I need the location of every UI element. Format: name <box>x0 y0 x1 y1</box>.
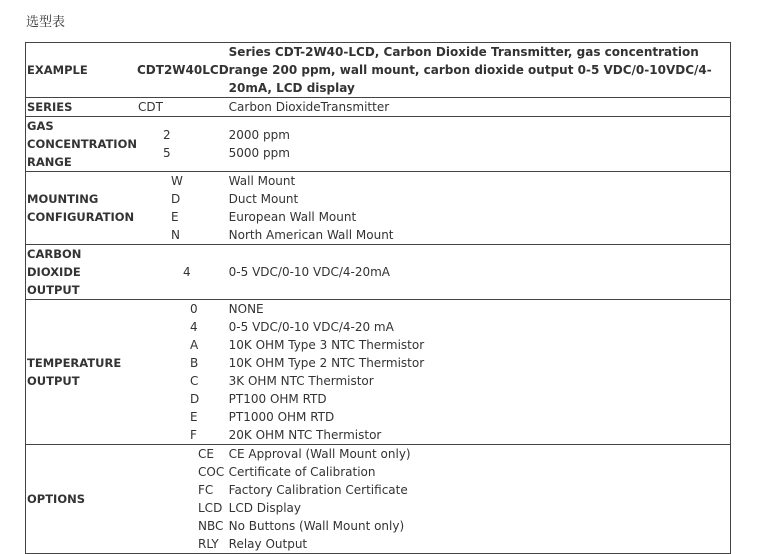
section-row <box>26 98 731 117</box>
option-description: European Wall Mount <box>228 210 357 224</box>
option-description: Carbon DioxideTransmitter <box>228 100 390 114</box>
option-description: 20K OHM NTC Thermistor <box>228 428 382 442</box>
example-code: CDT2W40LCD <box>137 43 229 98</box>
option-description: Relay Output <box>228 537 308 551</box>
option-code: N <box>171 228 180 242</box>
option-description: CE Approval (Wall Mount only) <box>228 447 411 461</box>
option-description: North American Wall Mount <box>228 228 394 242</box>
option-code: NBC <box>198 519 224 533</box>
section-codes <box>137 300 229 445</box>
option-description: 2000 ppm <box>228 128 290 142</box>
option-code: CE <box>198 447 214 461</box>
page-title: 选型表 <box>26 15 66 30</box>
option-code: D <box>171 192 181 206</box>
section-descriptions <box>229 445 731 554</box>
section-row <box>26 300 731 445</box>
option-description: LCD Display <box>228 501 302 515</box>
option-description: 0-5 VDC/0-10 VDC/4-20mA <box>228 265 390 279</box>
example-row <box>26 43 731 98</box>
option-description: No Buttons (Wall Mount only) <box>228 519 405 533</box>
option-code: A <box>190 338 199 352</box>
section-row <box>26 445 731 554</box>
section-descriptions <box>229 245 731 300</box>
option-description: 0-5 VDC/0-10 VDC/4-20 mA <box>228 320 394 334</box>
example-description: Series CDT-2W40-LCD, Carbon Dioxide Transmitter, gas concentration range 200 ppm, wall mount, carbon dioxide output 0-5 VDC/0-10VDC/4-20mA, LCD display <box>229 43 731 98</box>
option-code: COC <box>198 465 225 479</box>
option-code: 2 <box>163 128 171 142</box>
section-row <box>26 117 731 172</box>
section-label: MOUNTING CONFIGURATION <box>26 172 138 245</box>
option-code: B <box>190 356 199 370</box>
section-row <box>26 172 731 245</box>
example-label: EXAMPLE <box>26 43 138 98</box>
option-code: CDT <box>138 100 163 114</box>
option-description: 10K OHM Type 3 NTC Thermistor <box>228 338 425 352</box>
model-selection-table <box>25 42 731 554</box>
option-code: 4 <box>183 265 191 279</box>
option-code: FC <box>198 483 214 497</box>
option-description: Factory Calibration Certificate <box>228 483 408 497</box>
section-descriptions <box>229 300 731 445</box>
section-codes <box>137 445 229 554</box>
section-label: SERIES <box>26 98 138 117</box>
option-code: E <box>171 210 179 224</box>
option-description: PT100 OHM RTD <box>228 392 327 406</box>
option-code: F <box>190 428 197 442</box>
option-code: 0 <box>190 302 198 316</box>
section-codes <box>137 98 229 117</box>
option-description: Wall Mount <box>228 174 296 188</box>
option-code: 5 <box>163 146 171 160</box>
option-description: 3K OHM NTC Thermistor <box>228 374 374 388</box>
section-label: GAS CONCENTRATION RANGE <box>26 117 138 172</box>
section-descriptions <box>229 98 731 117</box>
option-code: W <box>171 174 183 188</box>
section-label: TEMPERATURE OUTPUT <box>26 300 138 445</box>
option-code: C <box>190 374 199 388</box>
option-description: Certificate of Calibration <box>228 465 376 479</box>
option-code: 4 <box>190 320 198 334</box>
section-codes <box>137 117 229 172</box>
section-label: CARBON DIOXIDE OUTPUT <box>26 245 138 300</box>
option-description: Duct Mount <box>228 192 299 206</box>
section-codes <box>137 245 229 300</box>
section-label: OPTIONS <box>26 445 138 554</box>
option-description: PT1000 OHM RTD <box>228 410 335 424</box>
option-code: E <box>190 410 198 424</box>
section-codes <box>137 172 229 245</box>
option-code: D <box>190 392 200 406</box>
section-row <box>26 245 731 300</box>
option-code: LCD <box>198 501 223 515</box>
section-descriptions <box>229 172 731 245</box>
option-description: 5000 ppm <box>228 146 290 160</box>
option-description: 10K OHM Type 2 NTC Thermistor <box>228 356 425 370</box>
section-descriptions <box>229 117 731 172</box>
option-code: RLY <box>198 537 219 551</box>
option-description: NONE <box>228 302 264 316</box>
